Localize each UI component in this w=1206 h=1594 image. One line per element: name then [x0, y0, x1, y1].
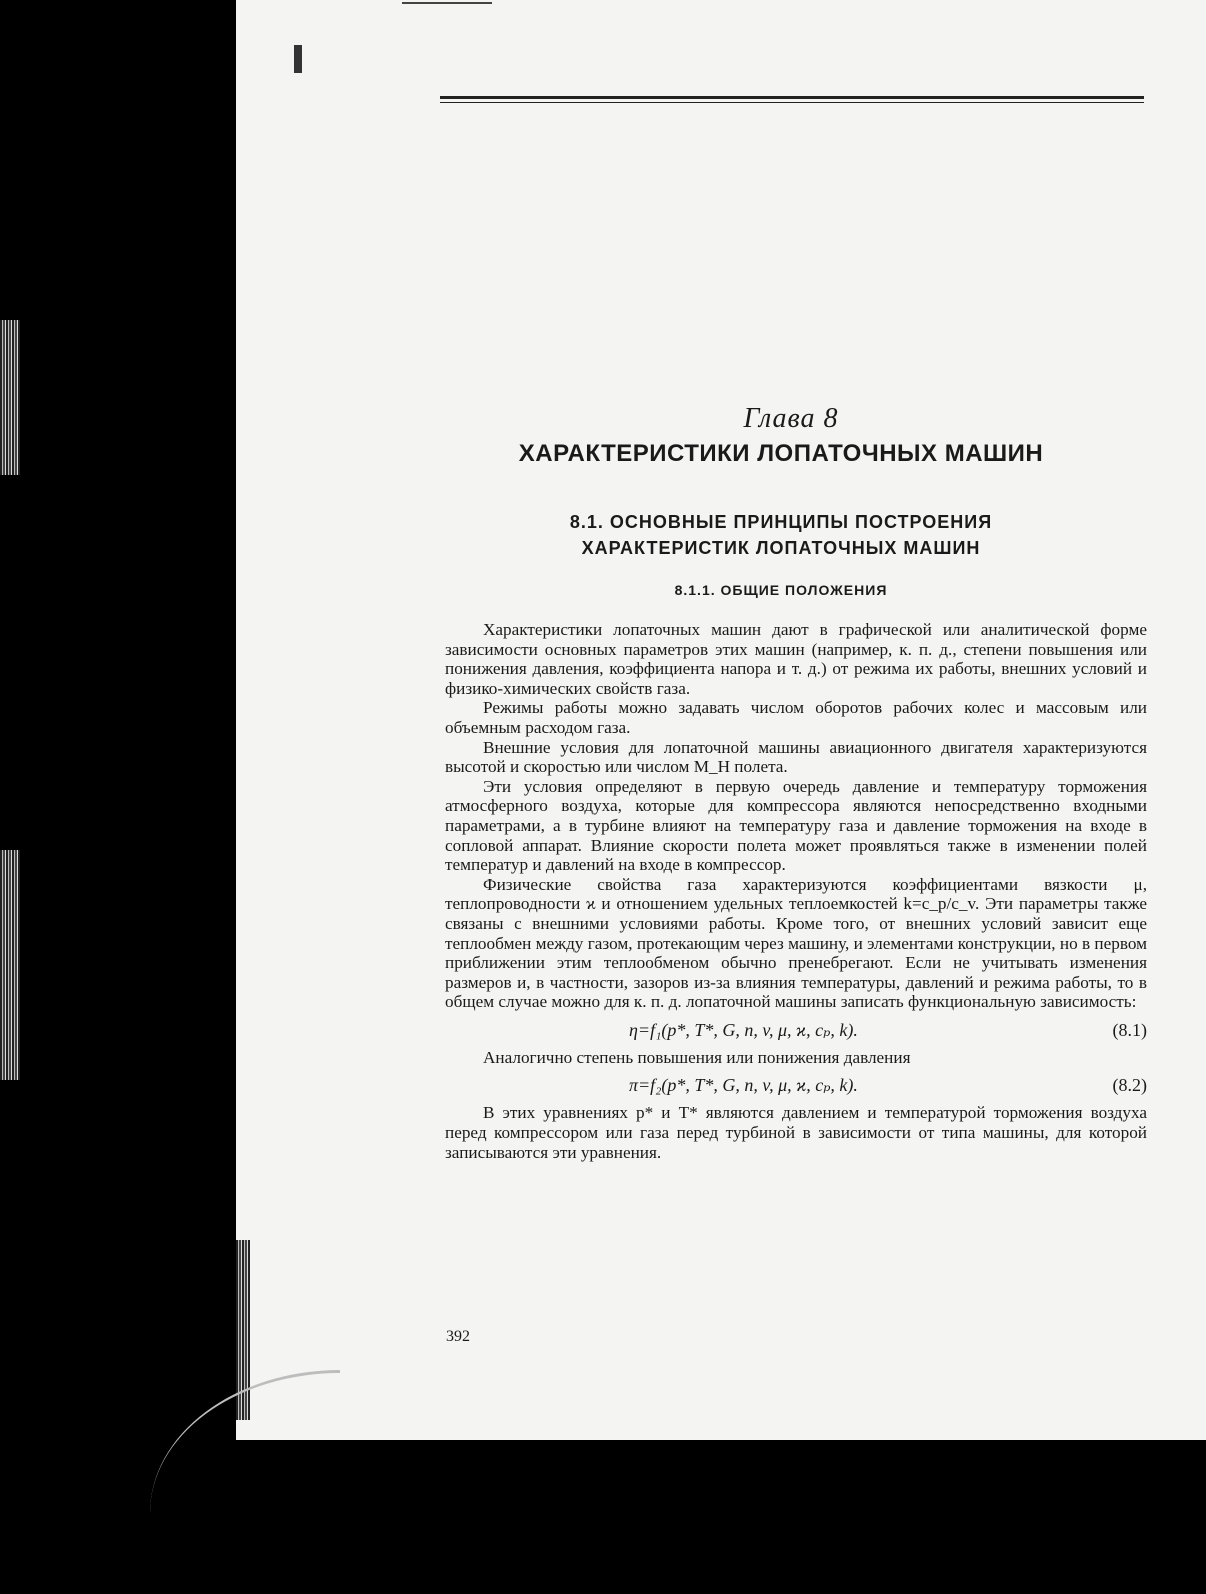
paragraph: Эти условия определяют в первую очередь давление и температуру торможения атмосферного воздуха, которые для компрессора являются непосредственно входными параметрами, а в турбине влияют на температуру газа и давление торможения на входе в сопловой аппарат. Влияние скорости полета может проявляться также в изменении полей температур и давлений на входе в компрессор. [445, 776, 1147, 875]
formula [445, 1012, 1147, 1048]
paragraph: Внешние условия для лопаточной машины авиационного двигателя характеризуются высотой и скоростью или числом M_H полета. [445, 737, 1147, 777]
paragraph: Характеристики лопаточных машин дают в графической или аналитической форме зависимости основных параметров этих машин (например, к. п. д., степени повышения или понижения давления, коэффициента напора и т. д.) от режима их работы, внешних условий и физико-химических свойств газа. [445, 620, 1147, 698]
section-title-line2: ХАРАКТЕРИСТИК ЛОПАТОЧНЫХ МАШИН [581, 538, 981, 558]
body-text [445, 620, 1147, 1162]
book-page [236, 0, 1206, 1440]
formula [445, 1067, 1147, 1103]
paragraph: В этих уравнениях p* и T* являются давлением и температурой торможения воздуха перед компрессором или газа перед турбиной в зависимости от типа машины, для которой записываются эти уравнения. [445, 1103, 1147, 1162]
section-title-line1: 8.1. ОСНОВНЫЕ ПРИНЦИПЫ ПОСТРОЕНИЯ [569, 512, 993, 532]
formula-number: (8.2) [1112, 1075, 1147, 1096]
paragraph: Физические свойства газа характеризуются коэффициентами вязкости μ, теплопроводности ϰ и отношением удельных теплоемкостей k=c_p/c_v. Эти параметры также связаны с внешними условиями работы. Кроме того, от внешних условий зависит еще теплообмен между газом, протекающим через машину, и элементами конструкции, но в первом приближении этим теплообменом обычно пренебрегают. Если не учитывать изменения размеров и, в частности, зазоров из-за влияния температуры, давлений и режима работы, то в общем случае можно для к. п. д. лопаточной машины записать функциональную зависимость: [445, 874, 1147, 1012]
scan-artifact [294, 45, 302, 73]
scan-artifact [402, 2, 492, 4]
header-rule [440, 102, 1144, 103]
chapter-label: Глава 8 [743, 403, 839, 434]
scan-artifact [150, 1370, 340, 1513]
formula-expression: π=f₂(p*, T*, G, n, v, μ, ϰ, cₚ, k). [629, 1075, 858, 1096]
scan-artifact [0, 320, 20, 475]
scan-artifact [0, 850, 20, 1080]
header-rule [440, 96, 1144, 99]
paragraph: Режимы работы можно задавать числом оборотов рабочих колес и массовым или объемным расходом газа. [445, 698, 1147, 737]
subsection-title: 8.1.1. ОБЩИЕ ПОЛОЖЕНИЯ [674, 582, 888, 598]
paragraph: Аналогично степень повышения или понижения давления [483, 1047, 911, 1067]
formula-expression: η=f₁(p*, T*, G, n, v, μ, ϰ, cₚ, k). [629, 1019, 858, 1040]
formula-number: (8.1) [1112, 1019, 1147, 1040]
chapter-title: ХАРАКТЕРИСТИКИ ЛОПАТОЧНЫХ МАШИН [518, 440, 1044, 467]
page-number: 392 [446, 1328, 470, 1345]
